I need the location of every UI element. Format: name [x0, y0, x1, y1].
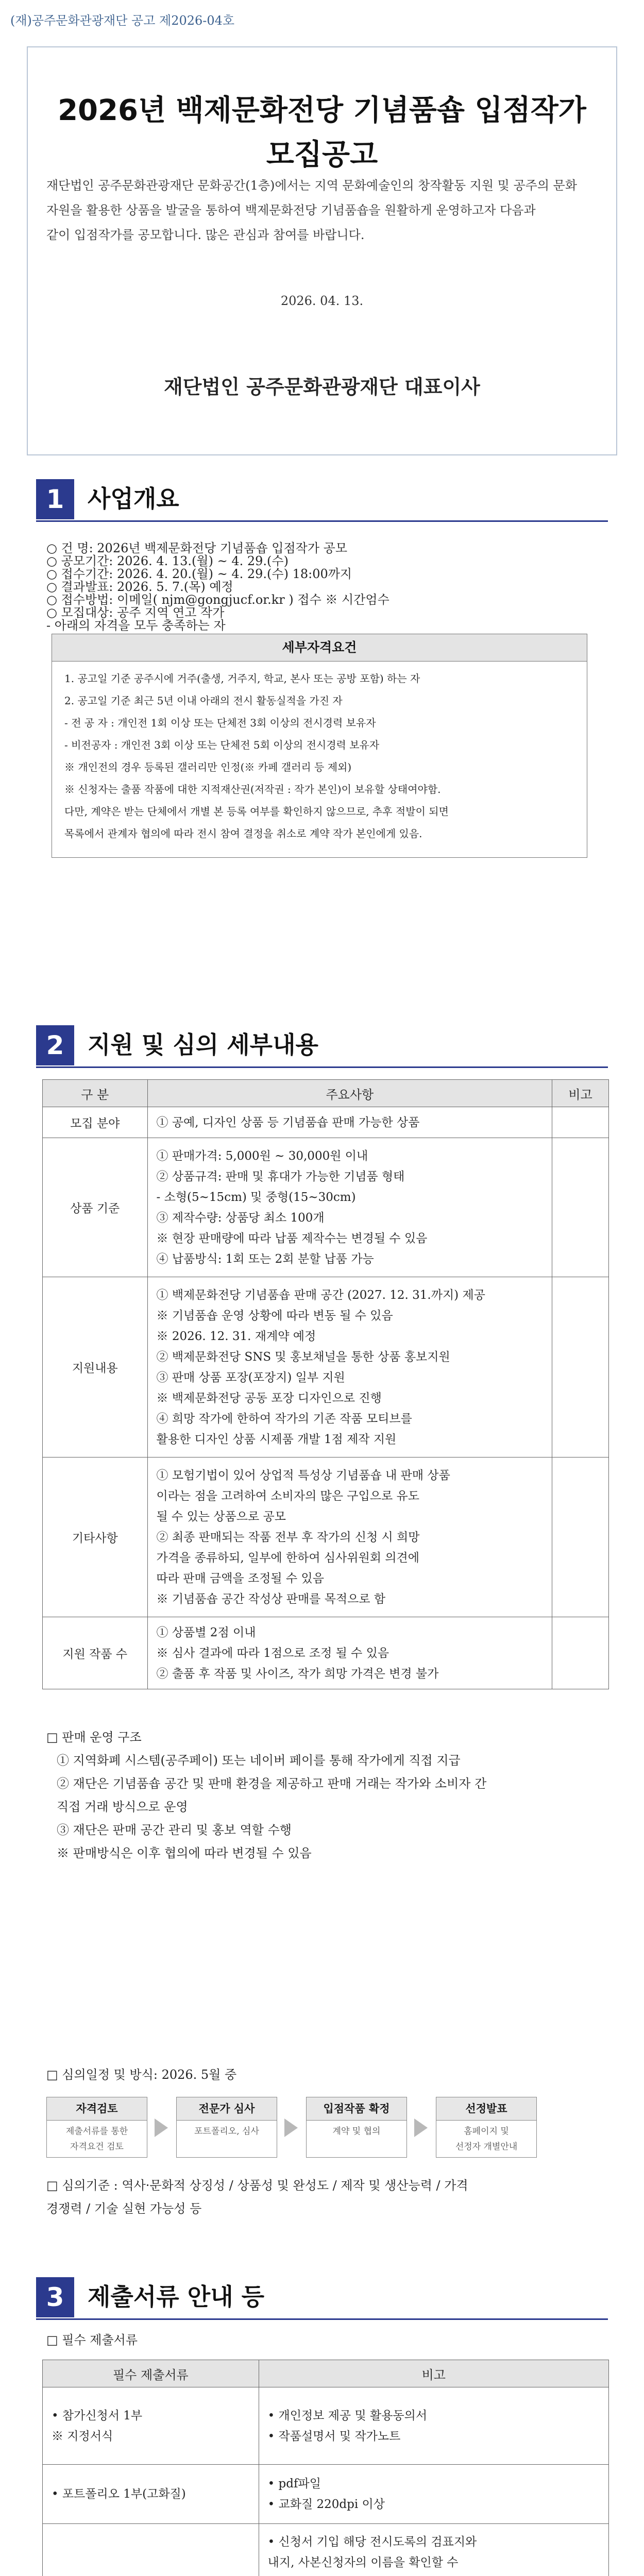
- overview-item: ○ 결과발표: 2026. 5. 7.(목) 예정: [46, 580, 233, 594]
- table-row: [43, 1617, 609, 1689]
- qualification-box: [52, 634, 587, 858]
- arrow-right-icon: [155, 2119, 168, 2137]
- row-line: ※ 심사 결과에 따라 1점으로 조정 될 수 있음: [156, 1646, 389, 1660]
- doc-note: [259, 2465, 608, 2524]
- intro-text: [46, 173, 598, 247]
- row-content: [147, 1617, 552, 1689]
- row-line: ① 공예, 디자인 상품 등 기념품숍 판매 가능한 상품: [156, 1115, 420, 1129]
- flow-step: [306, 2097, 407, 2158]
- review-criteria: □ 심의기준 : 역사·문화적 상징성 / 상품성 및 완성도 / 제작 및 생산능력 / 가격: [46, 2178, 468, 2193]
- row-line: - 소형(5~15cm) 및 중형(15~30cm): [156, 1190, 356, 1204]
- row-line: ② 최종 판매되는 작품 전부 후 작가의 신청 시 희망: [156, 1530, 420, 1544]
- doc-name: [43, 2524, 259, 2576]
- flow-step-text: 홈페이지 및: [464, 2126, 509, 2137]
- table-header: 주요사항: [147, 1080, 552, 1107]
- support-table: [42, 1079, 609, 1689]
- overview-item: ○ 모집대상: 공주 지역 연고 작가: [46, 605, 225, 620]
- section-title: 지원 및 심의 세부내용: [88, 1031, 318, 1059]
- notice-reference: (재)공주문화관광재단 공고 제2026-04호: [10, 13, 235, 28]
- doc-line: 내지, 사본신청자의 이름을 확인할 수: [267, 2555, 459, 2569]
- flow-step: [436, 2097, 537, 2158]
- table-header: 비고: [552, 1080, 609, 1107]
- section-2-header: [36, 1025, 608, 1070]
- row-line: ※ 기념품숍 공간 작성상 판매를 목적으로 함: [156, 1592, 386, 1606]
- qualification-line: - 비전공자 : 개인전 3회 이상 또는 단체전 5회 이상의 전시경력 보유자: [64, 739, 380, 751]
- row-line: ② 상품규격: 판매 및 휴대가 가능한 기념품 형태: [156, 1170, 405, 1183]
- operation-note: ① 지역화폐 시스템(공주페이) 또는 네이버 페이를 통해 작가에게 직접 지급: [57, 1753, 461, 1768]
- section-title: 제출서류 안내 등: [88, 2283, 265, 2311]
- table-header: 비고: [259, 2360, 608, 2387]
- row-content: [147, 1138, 552, 1277]
- notice-date: 2026. 04. 13.: [280, 294, 364, 308]
- row-content: [147, 1277, 552, 1458]
- row-line: ③ 제작수량: 상품당 최소 100개: [156, 1211, 325, 1225]
- row-line: ② 출품 후 작품 및 사이즈, 작가 희망 가격은 변경 불가: [156, 1667, 439, 1681]
- operation-note: □ 판매 운영 구조: [46, 1730, 142, 1744]
- row-line: ① 상품별 2점 이내: [156, 1625, 256, 1639]
- row-note: [552, 1458, 609, 1617]
- doc-line: • 작품설명서 및 작가노트: [267, 2429, 401, 2443]
- operation-note: ※ 판매방식은 이후 협의에 따라 변경될 수 있음: [57, 1846, 312, 1860]
- review-schedule: □ 심의일정 및 방식: 2026. 5월 중: [46, 2067, 237, 2082]
- doc-line: • 교화질 220dpi 이상: [267, 2498, 385, 2511]
- qualification-line: 1. 공고일 기준 공주시에 거주(출생, 거주지, 학교, 본사 또는 공방 포함) 하는 자: [64, 672, 420, 685]
- section-rule: [36, 2318, 608, 2320]
- operation-note: 직접 거래 방식으로 운영: [57, 1800, 188, 1814]
- row-line: ② 백제문화전당 SNS 및 홍보채널을 통한 상품 홍보지원: [156, 1350, 450, 1364]
- flow-step-title: 전문가 심사: [177, 2097, 277, 2121]
- section-rule: [36, 520, 608, 522]
- arrow-right-icon: [284, 2119, 298, 2137]
- section-title: 사업개요: [88, 485, 179, 513]
- row-content: [147, 1107, 552, 1138]
- doc-note: [259, 2524, 608, 2576]
- doc-line: ※ 지정서식: [52, 2429, 113, 2443]
- qualification-line: 다만, 계약은 받는 단체에서 개별 본 등록 여부를 확인하지 않으므로, 추후 적발이 되면: [64, 805, 449, 818]
- row-category: 지원내용: [43, 1277, 148, 1458]
- table-row: [43, 2524, 609, 2576]
- row-line: ① 백제문화전당 기념품숍 판매 공간 (2027. 12. 31.까지) 제공: [156, 1288, 485, 1302]
- section-rule: [36, 1066, 608, 1068]
- table-header: 필수 제출서류: [43, 2360, 259, 2387]
- table-row: [43, 1107, 609, 1138]
- documents-table: [42, 2360, 609, 2576]
- table-row: [43, 2387, 609, 2465]
- flow-step-title: 자격검토: [47, 2097, 147, 2121]
- row-line: ④ 희망 작가에 한하여 작가의 기존 작품 모티브를: [156, 1412, 412, 1426]
- row-category: 지원 작품 수: [43, 1617, 148, 1689]
- table-row: [43, 1138, 609, 1277]
- row-line: 될 수 있는 상품으로 공모: [156, 1510, 286, 1523]
- table-row: [43, 2465, 609, 2524]
- row-content: [147, 1458, 552, 1617]
- qualification-line: 목록에서 관계자 협의에 따라 전시 참여 결정을 취소로 계약 작가 본인에게 있음.: [64, 827, 422, 840]
- row-line: ① 모험기법이 있어 상업적 특성상 기념품숍 내 판매 상품: [156, 1468, 450, 1482]
- section-1-header: [36, 479, 608, 523]
- row-line: ※ 기념품숍 운영 상황에 따라 변동 될 수 있음: [156, 1309, 393, 1323]
- flow-step-title: 선정발표: [436, 2097, 536, 2121]
- row-note: [552, 1138, 609, 1277]
- doc-name: [43, 2387, 259, 2465]
- qualification-line: ※ 신청자는 출품 작품에 대한 지적재산권(저작권 : 작가 본인)이 보유할 상태여야함.: [64, 783, 441, 795]
- flow-step-text: 포트폴리오, 심사: [194, 2126, 259, 2137]
- row-line: ③ 판매 상품 포장(포장지) 일부 지원: [156, 1370, 345, 1384]
- table-row: [43, 1458, 609, 1617]
- page-title-line1: 2026년 백제문화전당 기념품숍 입점작가: [58, 94, 586, 127]
- flow-step-text: 선정자 개별안내: [455, 2142, 518, 2152]
- doc-line: • 개인정보 제공 및 활용동의서: [267, 2409, 428, 2422]
- arrow-right-icon: [414, 2119, 428, 2137]
- organization-name: 재단법인 공주문화관광재단 대표이사: [164, 376, 480, 398]
- doc-line: • pdf파일: [267, 2477, 321, 2490]
- review-criteria: 경쟁력 / 기술 실현 가능성 등: [46, 2201, 202, 2216]
- operation-note: ③ 재단은 판매 공간 관리 및 홍보 역할 수행: [57, 1823, 292, 1837]
- row-category: 모집 분야: [43, 1107, 148, 1138]
- row-line: ※ 2026. 12. 31. 재계약 예정: [156, 1329, 316, 1343]
- required-docs-label: □ 필수 제출서류: [46, 2333, 138, 2347]
- flow-step-text: 계약 및 협의: [332, 2126, 381, 2137]
- overview-item: - 아래의 자격을 모두 충족하는 자: [46, 618, 226, 633]
- row-line: ④ 납품방식: 1회 또는 2회 분할 납품 가능: [156, 1252, 374, 1266]
- intro-line: 같이 입점작가를 공모합니다. 많은 관심과 참여를 바랍니다.: [46, 228, 365, 242]
- doc-name: [43, 2465, 259, 2524]
- page-title-line2: 모집공고: [266, 138, 378, 172]
- row-line: ※ 현장 판매량에 따라 납품 제작수는 변경될 수 있음: [156, 1231, 428, 1245]
- row-note: [552, 1277, 609, 1458]
- row-category: 기타사항: [43, 1458, 148, 1617]
- intro-line: 자원을 활용한 상품을 발굴을 통하여 백제문화전당 기념품숍을 원활하게 운영하고자 다음과: [46, 203, 536, 217]
- table-row: [43, 1277, 609, 1458]
- overview-item: ○ 공모기간: 2026. 4. 13.(월) ~ 4. 29.(수): [46, 554, 289, 568]
- row-line: 가격을 종류하되, 일부에 한하여 심사위원회 의견에: [156, 1551, 419, 1565]
- qualification-line: ※ 개인전의 경우 등록된 갤러리만 인정(※ 카페 갤러리 등 제외): [64, 761, 352, 773]
- row-line: 따라 판매 금액을 조정될 수 있음: [156, 1571, 324, 1585]
- flow-step: [176, 2097, 277, 2158]
- table-header: 구 분: [43, 1080, 148, 1107]
- row-note: [552, 1617, 609, 1689]
- section-number: 3: [36, 2277, 74, 2317]
- qualification-line: 2. 공고일 기준 최근 5년 이내 아래의 전시 활동실적을 가진 자: [64, 694, 343, 707]
- row-category: 상품 기준: [43, 1138, 148, 1277]
- doc-line: • 신청서 기입 해당 전시도록의 검표지와: [267, 2535, 477, 2549]
- flow-step: [46, 2097, 147, 2158]
- row-note: [552, 1107, 609, 1138]
- qualification-line: - 전 공 자 : 개인전 1회 이상 또는 단체전 3회 이상의 전시경력 보유자: [64, 717, 376, 729]
- operation-note: ② 재단은 기념품숍 공간 및 판매 환경을 제공하고 판매 거래는 작가와 소비자 간: [57, 1776, 487, 1791]
- doc-line: • 포트폴리오 1부(고화질): [52, 2487, 186, 2501]
- doc-line: [260, 2573, 608, 2576]
- doc-line: • 참가신청서 1부: [52, 2409, 143, 2422]
- intro-line: 재단법인 공주문화관광재단 문화공간(1층)에서는 지역 문화예술인의 창작활동 지원 및 공주의 문화: [46, 178, 578, 193]
- section-3-header: [36, 2277, 608, 2321]
- row-line: ※ 백제문화전당 공동 포장 디자인으로 진행: [156, 1391, 382, 1405]
- section-number: 2: [36, 1025, 74, 1065]
- flow-step-text: 제출서류를 통한: [65, 2126, 128, 2137]
- section-number: 1: [36, 479, 74, 519]
- overview-item: ○ 접수기간: 2026. 4. 20.(월) ~ 4. 29.(수) 18:00까지: [46, 567, 352, 581]
- flow-step-title: 입점작품 확정: [307, 2097, 406, 2121]
- doc-note: [259, 2387, 608, 2465]
- row-line: ① 판매가격: 5,000원 ~ 30,000원 이내: [156, 1149, 368, 1163]
- overview-item: ○ 접수방법: 이메일( njm@gongjucf.or.kr ) 접수 ※ 시간엄수: [46, 592, 389, 607]
- qualification-header: 세부자격요건: [52, 634, 587, 662]
- row-line: 활용한 디자인 상품 시제품 개발 1점 제작 지원: [156, 1432, 397, 1446]
- flow-step-text: 자격요건 검토: [70, 2142, 124, 2152]
- row-line: 이라는 점을 고려하여 소비자의 많은 구입으로 유도: [156, 1489, 419, 1503]
- overview-item: ○ 건 명: 2026년 백제문화전당 기념품숍 입점작가 공모: [46, 541, 348, 555]
